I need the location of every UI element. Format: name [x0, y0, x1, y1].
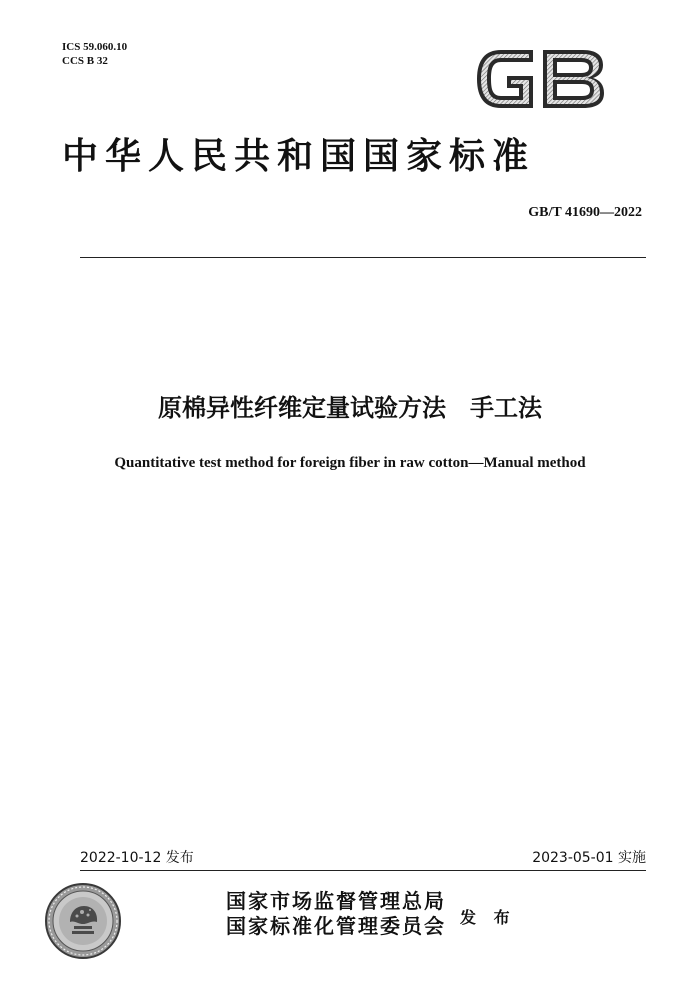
standard-number: GB/T 41690—2022 — [528, 205, 642, 220]
implementation-date: 2023-05-01 实施 — [532, 850, 646, 866]
issuing-authorities — [226, 889, 446, 939]
bottom-divider — [80, 870, 646, 871]
national-standard-title: 中华人民共和国国家标准 — [62, 135, 536, 177]
issue-date: 2022-10-12 发布 — [80, 850, 194, 866]
ccs-code: CCS B 32 — [62, 55, 108, 67]
issuer-sac: 国家标准化管理委员会 — [226, 914, 446, 938]
gb-standard-logo-icon — [471, 44, 609, 114]
classification-codes — [62, 40, 127, 68]
official-seal-icon — [44, 882, 122, 960]
ics-code: ICS 59.060.10 — [62, 41, 128, 53]
document-title-chinese: 原棉异性纤维定量试验方法 手工法 — [158, 394, 542, 422]
document-title-english: Quantitative test method for foreign fiber in raw cotton—Manual method — [114, 455, 586, 471]
issuer-samr: 国家市场监督管理总局 — [226, 889, 446, 913]
top-divider — [80, 257, 646, 258]
publish-label: 发 布 — [460, 908, 516, 927]
